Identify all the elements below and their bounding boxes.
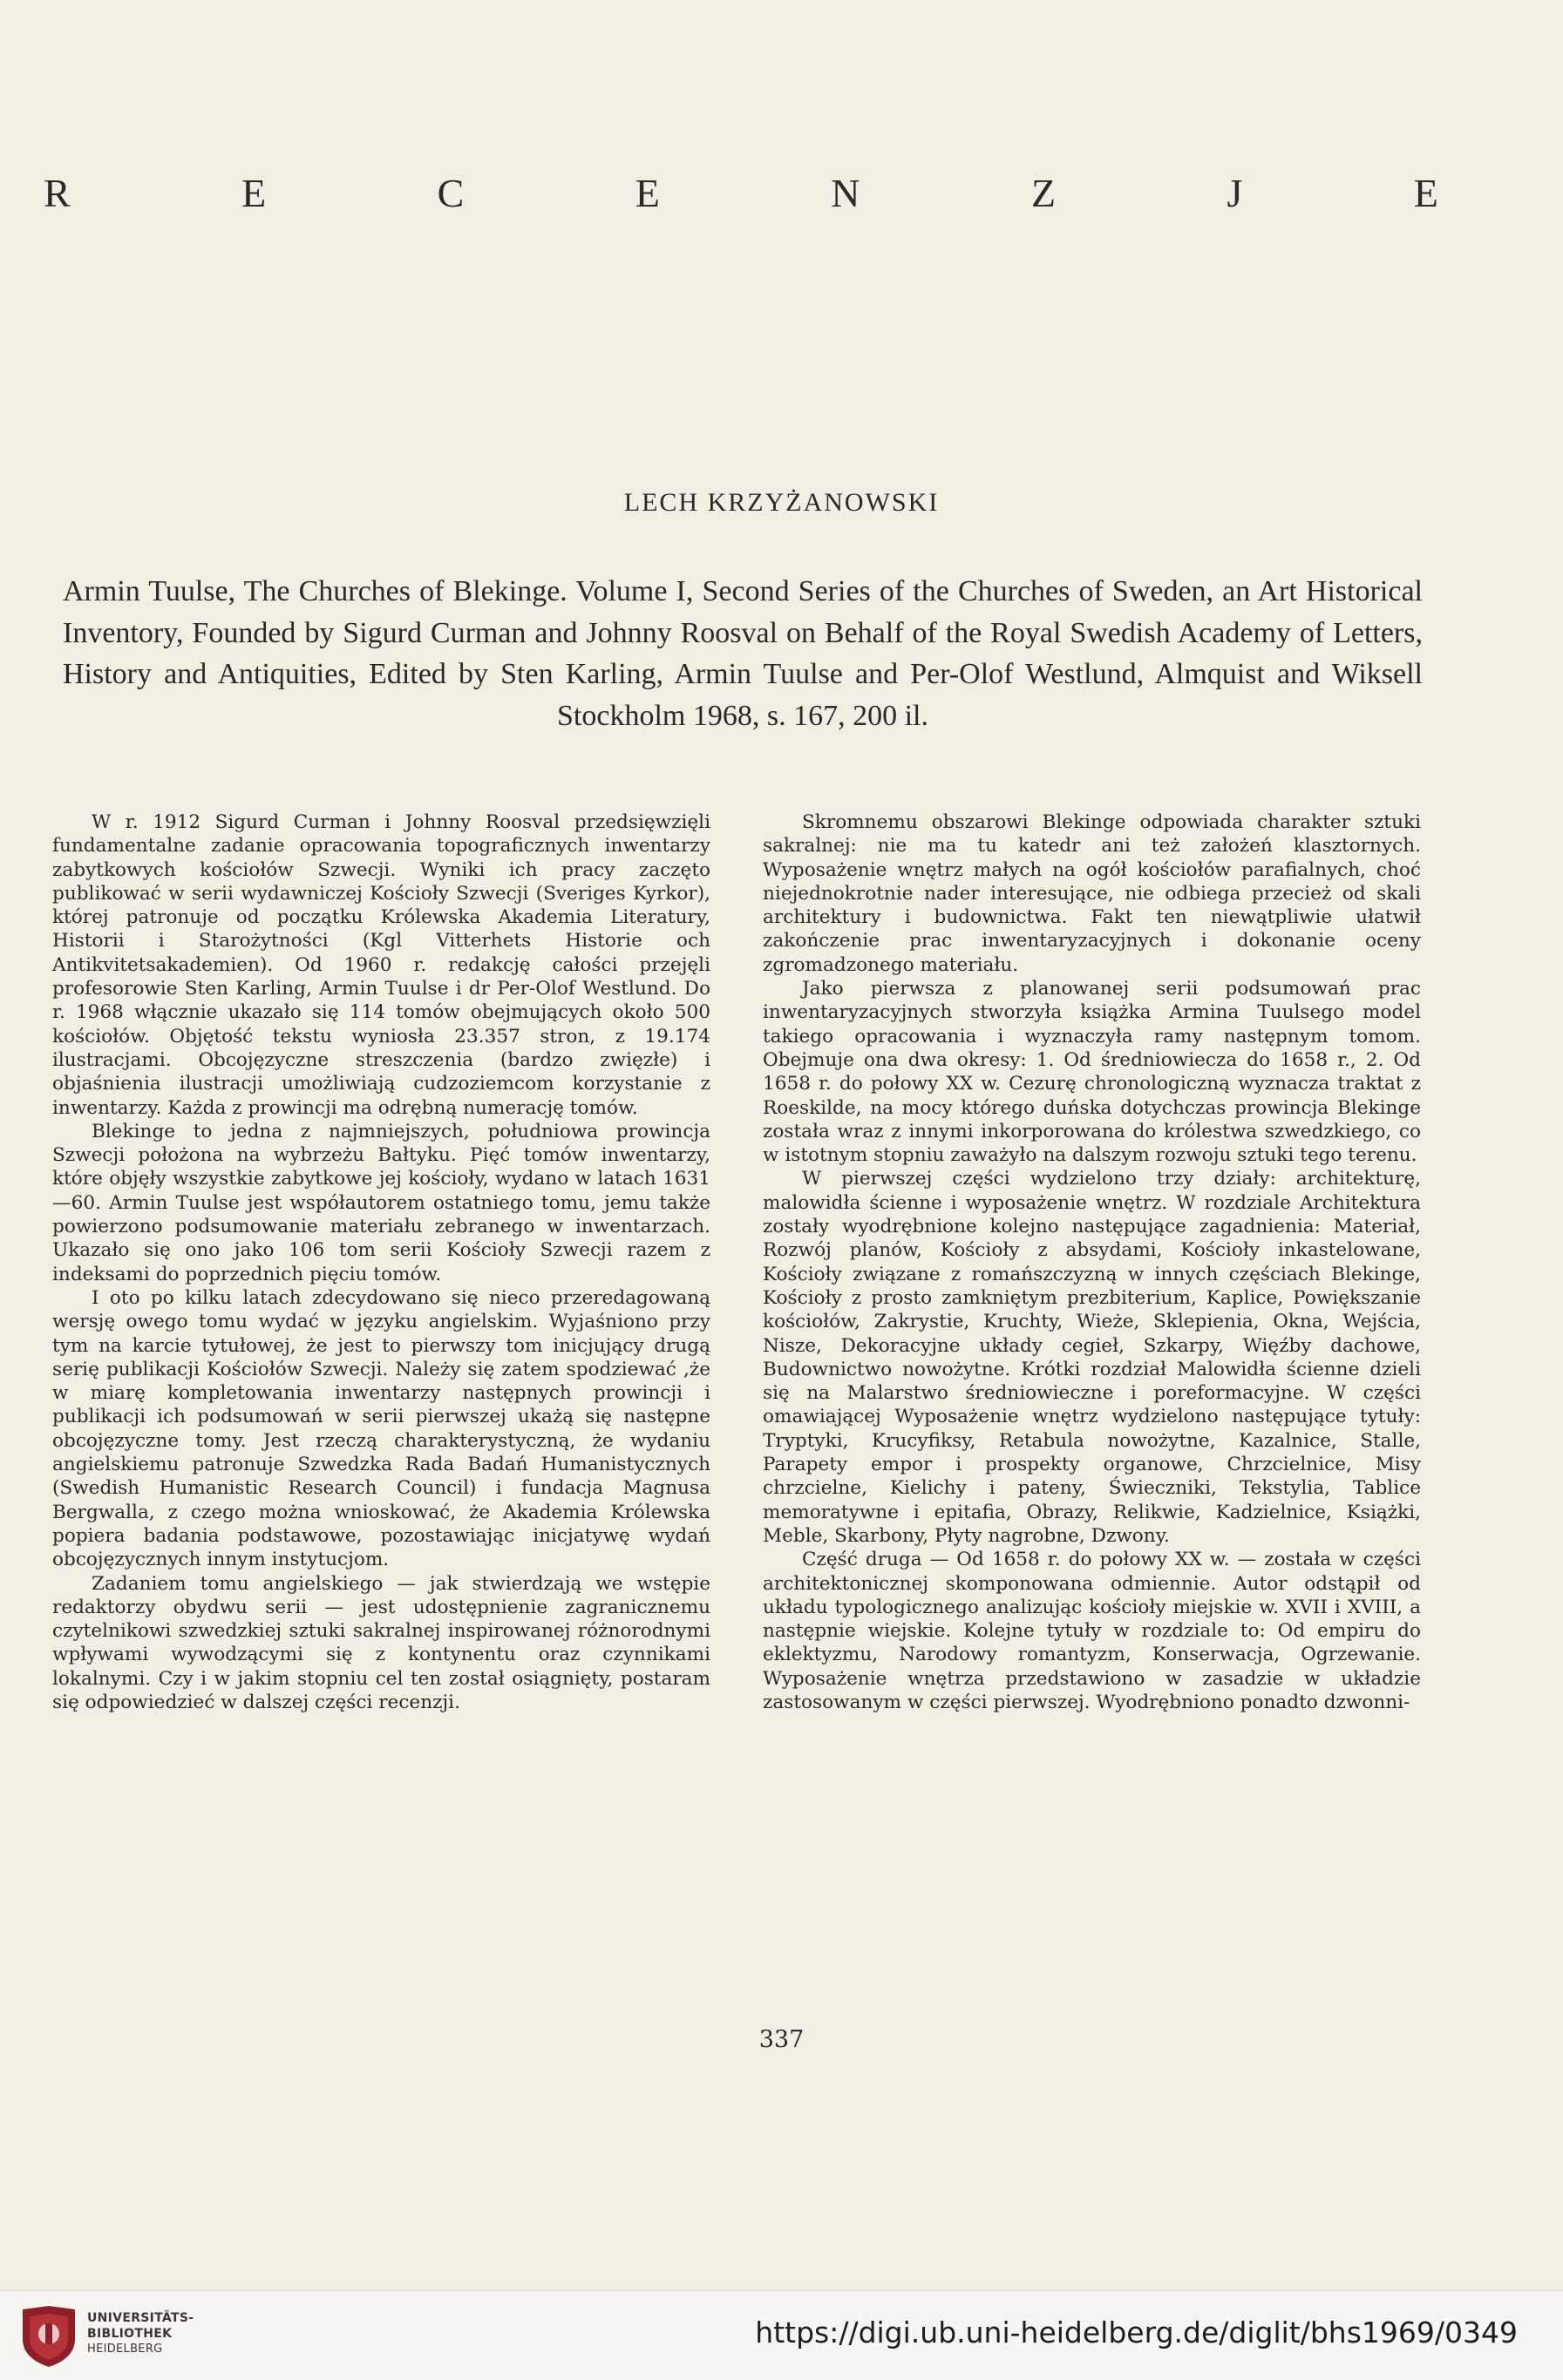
paragraph: Blekinge to jedna z najmniejszych, południowa prowincja Szwecji położona na wybrzeżu Bałtyku. Pięć tomów inwentarzy, które objęły wszystkie zabytkowe jej kościoły, wydano w latach 1631—60. Armin Tuulse jest współautorem ostatniego tomu, jemu także powierzono podsumowanie materiału zebranego w inwentarzach. Ukazało się ono jako 106 tom serii Kościoły Szwecji razem z indeksami do poprzednich pięciu tomów. bbox=[52, 1120, 710, 1285]
logo-line: BIBLIOTHEK bbox=[87, 2327, 173, 2341]
paragraph: I oto po kilku latach zdecydowano się nieco przeredagowaną wersję owego tomu wydać w języku angielskim. Wyjaśniono przy tym na karcie tytułowej, że jest to pierwszy tom inicjujący drugą serię publikacji Kościołów Szwecji. Należy się zatem spodziewać ,że w miarę kompletowania inwentarzy następnych prowincji i publikacji ich podsumowań w serii pierwszej ukażą się następne obcojęzyczne tomy. Jest rzeczą charakterystyczną, że wydaniu angielskiemu patronuje Szwedzka Rada Badań Humanistycznych (Swedish Humanistic Research Council) i fundacja Magnusa Bergwalla, z czego można wnioskować, że Akademia Królewska popiera badania podstawowe, pozostawiając inicjatywę wydań obcojęzycznych innym instytucjom. bbox=[52, 1286, 710, 1571]
left-column bbox=[52, 810, 710, 1714]
permalink-url[interactable]: https://digi.ub.uni-heidelberg.de/diglit/bhs1969/0349 bbox=[755, 2316, 1518, 2349]
logo-line: HEIDELBERG bbox=[87, 2343, 163, 2356]
logo-line: UNIVERSITÄTS- bbox=[87, 2311, 194, 2325]
paragraph: Skromnemu obszarowi Blekinge odpowiada charakter sztuki sakralnej: nie ma tu katedr ani też założeń klasztornych. Wyposażenie wnętrz małych na ogół kościołów parafialnych, choć niejednokrotnie nader interesujące, nie odbiega przecież od skali architektury i budownictwa. Fakt ten niewątpliwie ułatwił zakończenie prac inwentaryzacyjnych i dokonanie oceny zgromadzonego materiału. bbox=[763, 811, 1421, 976]
right-column bbox=[763, 810, 1421, 1714]
section-heading bbox=[44, 170, 1438, 216]
paragraph: Część druga — Od 1658 r. do połowy XX w. — została w części architektonicznej skomponowana odmiennie. Autor odstąpił od układu typologicznego analizując kościoły miejskie w. XVII i XVIII, a następnie wiejskie. Kolejne tytuły w rozdziale to: Od empiru do eklektyzmu, Narodowy romantyzm, Konserwacja, Ogrzewanie. Wyposażenie wnętrza przedstawiono w zasadzie w układzie zastosowanym w części pierwszej. Wyodrębniono ponadto dzwonni- bbox=[763, 1549, 1421, 1713]
paragraph: Jako pierwsza z planowanej serii podsumowań prac inwentaryzacyjnych stworzyła książka Armina Tuulsego model takiego opracowania i wyznaczyła ramy następnym tomom. Obejmuje ona dwa okresy: 1. Od średniowiecza do 1658 r., 2. Od 1658 r. do połowy XX w. Cezurę chronologiczną wyznacza traktat z Roeskilde, na mocy którego duńska dotychczas prowincja Blekinge została wraz z innymi inkorporowana do królestwa szwedzkiego, co w istotnym stopniu zaważyło na dalszym rozwoju sztuki tego terenu. bbox=[763, 978, 1421, 1167]
heading-letter: E bbox=[635, 171, 660, 215]
university-seal-icon bbox=[19, 2304, 78, 2369]
book-citation: Armin Tuulse, The Churches of Blekinge. Volume I, Second Series of the Churches of Sweden, an Art Historical Inventory, Founded by Sigurd Curman and Johnny Roosval on Behalf of the Royal Swedish Academy of Letters, History and Antiquities, Edited by Sten Karling, Armin Tuulse and Per-Olof Westlund, Almquist and Wiksell Stockholm 1968, s. 167, 200 il. bbox=[63, 575, 1423, 732]
heading-letter: E bbox=[241, 171, 267, 215]
heading-letter: C bbox=[437, 171, 465, 215]
paragraph: W r. 1912 Sigurd Curman i Johnny Roosval przedsięwzięli fundamentalne zadanie opracowania topograficznych inwentarzy zabytkowych kościołów Szwecji. Wyniki ich pracy zaczęto publikować w serii wydawniczej Kościoły Szwecji (Sveriges Kyrkor), której patronuje od początku Królewska Akademia Literatury, Historii i Starożytności (Kgl Vitterhets Historie och Antikvitetsakademien). Od 1960 r. redakcję całości przejęli profesorowie Sten Karling, Armin Tuulse i dr Per-Olof Westlund. Do r. 1968 włącznie ukazało się 114 tomów obejmujących około 500 kościołów. Objętość tekstu wyniosła 23.357 stron, z 19.174 ilustracjami. Obcojęzyczne streszczenia (bardzo zwięzłe) i objaśnienia ilustracji umożliwiają cudzoziemcom korzystanie z inwentarzy. Każda z prowincji ma odrębną numerację tomów. bbox=[52, 811, 710, 1119]
page-number: 337 bbox=[758, 2026, 805, 2053]
review-author: LECH KRZYŻANOWSKI bbox=[623, 488, 940, 517]
heading-letter: E bbox=[1413, 171, 1438, 215]
paragraph: W pierwszej części wydzielono trzy działy: architekturę, malowidła ścienne i wyposażenie wnętrz. W rozdziale Architektura zostały wyodrębnione kolejno następujące zagadnienia: Materiał, Rozwój planów, Kościoły z absydami, Kościoły inkastelowane, Kościoły związane z romańszczyzną w innych częściach Blekinge, Kościoły z prosto zamkniętym prezbiterium, Kaplice, Powiększanie kościołów, Zakrystie, Kruchty, Wieże, Sklepienia, Okna, Wejścia, Nisze, Dekoracyjne układy cegieł, Szkarpy, Więźby dachowe, Budownictwo nowożytne. Krótki rozdział Malowidła ścienne dzieli się na Malarstwo średniowieczne i poreformacyjne. W części omawiającej Wyposażenie wnętrz wydzielono następujące tytuły: Tryptyki, Krucyfiksy, Retabula nowożytne, Kazalnice, Stalle, Parapety empor i prospekty organowe, Chrzcielnice, Misy chrzcielne, Kielichy i pateny, Świeczniki, Tekstylia, Tablice memoratywne i epitafia, Obrazy, Relikwie, Kadzielnice, Książki, Meble, Skarbony, Płyty nagrobne, Dzwony. bbox=[763, 1168, 1421, 1547]
heading-letter: R bbox=[44, 171, 71, 215]
heading-letter: Z bbox=[1030, 171, 1057, 215]
paragraph: Zadaniem tomu angielskiego — jak stwierdzają we wstępie redaktorzy obydwu serii — jest udostępnienie zagranicznemu czytelnikowi szwedzkiej sztuki sakralnej inspirowanej różnorodnymi wpływami wywodzącymi się z kontynentu oraz czynnikami lokalnymi. Czy i w jakim stopniu cel ten został osiągnięty, postaram się odpowiedzieć w dalszej części recenzji. bbox=[52, 1572, 710, 1713]
heading-letter: J bbox=[1227, 171, 1243, 215]
viewer-footer bbox=[0, 2290, 1563, 2380]
library-logo[interactable] bbox=[87, 2310, 253, 2357]
heading-letter: N bbox=[831, 171, 860, 215]
